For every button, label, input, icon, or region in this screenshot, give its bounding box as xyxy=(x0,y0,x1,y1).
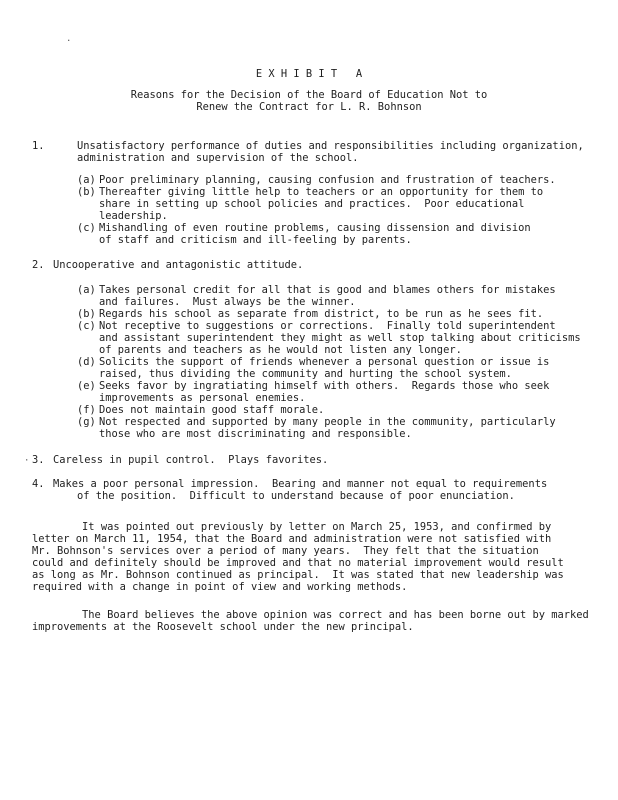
sub-line: Solicits the support of friends whenever a personal question or issue is xyxy=(99,356,550,368)
sub-line: raised, thus dividing the community and hurting the school system. xyxy=(99,368,512,380)
paragraph-line: could and definitely should be improved and that no material improvement would result xyxy=(32,557,564,569)
exhibit-heading: E X H I B I T A xyxy=(255,68,363,80)
reason-line: Uncooperative and antagonistic attitude. xyxy=(53,259,304,271)
sub-line: and failures. Must always be the winner. xyxy=(99,296,356,308)
sub-label: (a) xyxy=(77,284,96,296)
sub-label: (c) xyxy=(77,222,96,234)
reason-line: Unsatisfactory performance of duties and responsibilities including organization, xyxy=(77,140,584,152)
sub-label: (c) xyxy=(77,320,96,332)
sub-line: Does not maintain good staff morale. xyxy=(99,404,325,416)
sub-label: (b) xyxy=(77,186,96,198)
title-line-1: Reasons for the Decision of the Board of Education Not to xyxy=(130,89,488,101)
sub-label: (b) xyxy=(77,308,96,320)
sub-label: (f) xyxy=(77,404,96,416)
sub-line: Thereafter giving little help to teachers or an opportunity for them to xyxy=(99,186,544,198)
sub-line: Not receptive to suggestions or corrections. Finally told superintendent xyxy=(99,320,556,332)
sub-line: Seeks favor by ingratiating himself with others. Regards those who seek xyxy=(99,380,550,392)
sub-line: share in setting up school policies and practices. Poor educational xyxy=(99,198,525,210)
reason-number: 4. xyxy=(32,478,45,490)
sub-line: those who are most discriminating and responsible. xyxy=(99,428,412,440)
scan-speck: . xyxy=(66,34,72,44)
paragraph-line: improvements at the Roosevelt school under the new principal. xyxy=(32,621,414,633)
sub-line: of staff and criticism and ill-feeling by parents. xyxy=(99,234,412,246)
reason-line: administration and supervision of the school. xyxy=(77,152,359,164)
paragraph-line: Mr. Bohnson's services over a period of many years. They felt that the situation xyxy=(32,545,539,557)
reason-line: Careless in pupil control. Plays favorites. xyxy=(53,454,329,466)
sub-label: (a) xyxy=(77,174,96,186)
scan-speck: · xyxy=(24,456,30,466)
sub-label: (e) xyxy=(77,380,96,392)
sub-line: of parents and teachers as he would not listen any longer. xyxy=(99,344,462,356)
title-line-2: Renew the Contract for L. R. Bohnson xyxy=(196,101,422,113)
sub-line: Not respected and supported by many people in the community, particularly xyxy=(99,416,556,428)
reason-line: Makes a poor personal impression. Bearing and manner not equal to requirements xyxy=(53,478,548,490)
reason-number: 3. xyxy=(32,454,45,466)
paragraph-line: It was pointed out previously by letter on March 25, 1953, and confirmed by xyxy=(32,521,552,533)
sub-line: Regards his school as separate from district, to be run as he sees fit. xyxy=(99,308,544,320)
sub-line: Takes personal credit for all that is good and blames others for mistakes xyxy=(99,284,556,296)
sub-label: (g) xyxy=(77,416,96,428)
sub-line: and assistant superintendent they might as well stop talking about criticisms xyxy=(99,332,581,344)
paragraph-line: The Board believes the above opinion was correct and has been borne out by marked xyxy=(32,609,589,621)
sub-line: Poor preliminary planning, causing confusion and frustration of teachers. xyxy=(99,174,556,186)
sub-line: Mishandling of even routine problems, causing dissension and division xyxy=(99,222,531,234)
reason-line: of the position. Difficult to understand because of poor enunciation. xyxy=(77,490,515,502)
reason-number: 2. xyxy=(32,259,45,271)
paragraph-line: required with a change in point of view and working methods. xyxy=(32,581,408,593)
sub-label: (d) xyxy=(77,356,96,368)
reason-number: 1. xyxy=(32,140,45,152)
paragraph-line: letter on March 11, 1954, that the Board and administration were not satisfied with xyxy=(32,533,552,545)
sub-line: leadership. xyxy=(99,210,168,222)
paragraph-line: as long as Mr. Bohnson continued as principal. It was stated that new leadership was xyxy=(32,569,564,581)
sub-line: improvements as personal enemies. xyxy=(99,392,306,404)
